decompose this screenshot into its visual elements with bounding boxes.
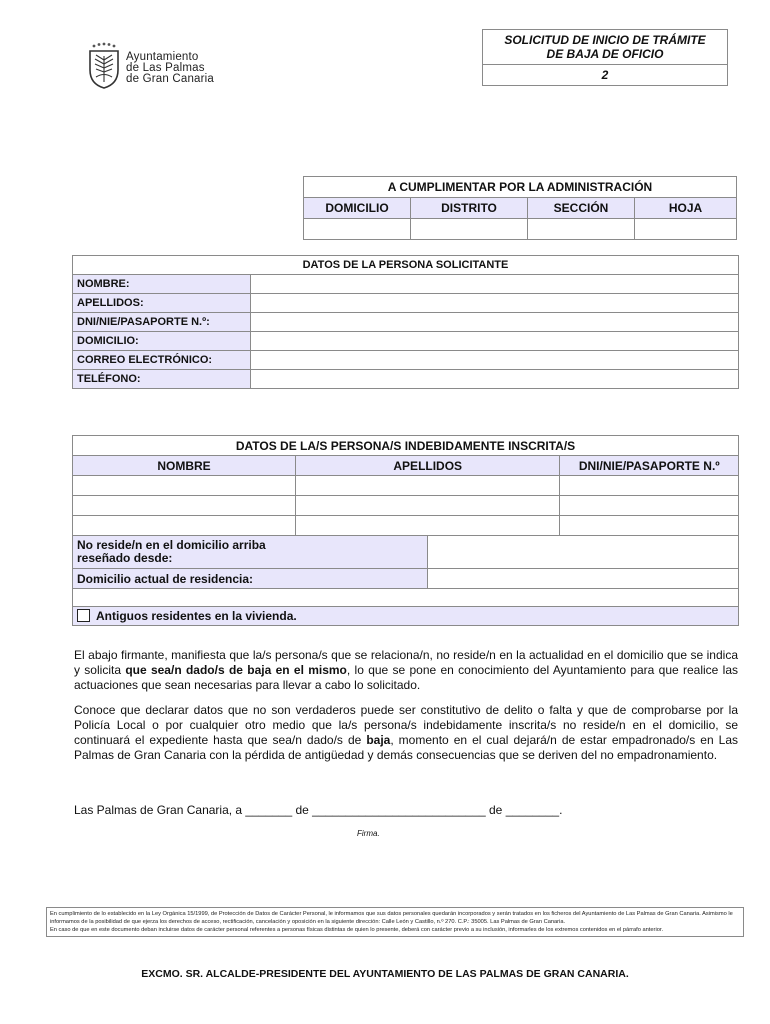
label-no-reside [73, 536, 428, 569]
col-apellidos: APELLIDOS [296, 456, 560, 476]
dni-field[interactable] [251, 313, 739, 332]
warning-paragraph [74, 703, 738, 763]
inscrita-3-dni[interactable] [560, 516, 739, 536]
apellidos-field[interactable] [251, 294, 739, 313]
inscrita-2-apellidos[interactable] [296, 496, 560, 516]
admin-col-hoja: HOJA [635, 198, 737, 219]
admin-distrito-field[interactable] [411, 219, 528, 240]
addressee: EXCMO. SR. ALCALDE-PRESIDENTE DEL AYUNTAMIENTO DE LAS PALMAS DE GRAN CANARIA. [141, 968, 629, 980]
declaration-text-2: , lo que se pone en conocimiento del Ayuntamiento para que realice las actuaciones que sean necesarias para llevar a cabo lo solicitado. [74, 663, 738, 692]
declaration-text-1: El abajo firmante, manifiesta que la/s persona/s que se relaciona/n, no reside/n en la actualidad en el domicilio que se indica y solicita [74, 648, 738, 677]
data-protection-notice [46, 907, 744, 937]
municipal-logo [86, 42, 246, 92]
col-dni: DNI/NIE/PASAPORTE N.º [560, 456, 739, 476]
antiguos-residentes-label: Antiguos residentes en la vivienda. [96, 609, 297, 623]
antiguos-residentes-row [73, 607, 739, 626]
form-title-box [482, 29, 728, 86]
domicilio-field[interactable] [251, 332, 739, 351]
warning-text-2: , momento en el cual dejará/n de estar empadronado/s en Las Palmas de Gran Canaria con la pérdida de antigüedad y demás consecuencias que se deriven del no empadronamiento. [74, 733, 738, 762]
label-domicilio-actual: Domicilio actual de residencia: [73, 569, 428, 589]
coat-of-arms-icon [86, 42, 122, 90]
admin-col-domicilio: DOMICILIO [304, 198, 411, 219]
correo-field[interactable] [251, 351, 739, 370]
telefono-field[interactable] [251, 370, 739, 389]
logo-line-2: de Las Palmas [126, 62, 205, 74]
signature-label: Firma. [357, 829, 380, 838]
legal-text-1: En cumplimiento de lo establecido en la Ley Orgánica 15/1999, de Protección de Datos de Carácter Personal, le informamos que sus datos personales quedarán incorporados y serán tratados en los ficheros del Ayuntamiento de Las Palmas de Gran Canaria. Asimismo le informamos de la posibilidad de que ejerza los derechos de acceso, rectificación, cancelación y oposición en la siguiente dirección: Calle León y Castillo, n.º 270. C.P.: 35005. Las Palmas de Gran Canaria. [50, 911, 733, 925]
inscrita-2-dni[interactable] [560, 496, 739, 516]
form-number: 2 [483, 65, 728, 86]
legal-text-2: En caso de que en este documento deban incluirse datos de carácter personal referentes a personas físicas distintas de quien lo presente, deberá con carácter previo a su inclusión, informarles de los extremos contenidos en el párrafo anterior. [50, 927, 664, 933]
inscrita-1-dni[interactable] [560, 476, 739, 496]
date-line: Las Palmas de Gran Canaria, a _______ de __________________________ de ________. [74, 803, 563, 817]
inscritas-title: DATOS DE LA/S PERSONA/S INDEBIDAMENTE INSCRITA/S [73, 436, 739, 456]
label-apellidos: APELLIDOS: [73, 294, 251, 313]
label-dni: DNI/NIE/PASAPORTE N.º: [73, 313, 251, 332]
inscritas-table [72, 435, 739, 626]
domicilio-actual-extra-field[interactable] [73, 589, 739, 607]
admin-table-title: A CUMPLIMENTAR POR LA ADMINISTRACIÓN [304, 177, 737, 198]
admin-hoja-field[interactable] [635, 219, 737, 240]
label-correo: CORREO ELECTRÓNICO: [73, 351, 251, 370]
admin-table [303, 176, 737, 240]
inscrita-3-apellidos[interactable] [296, 516, 560, 536]
label-telefono: TELÉFONO: [73, 370, 251, 389]
domicilio-actual-field[interactable] [428, 569, 739, 589]
label-nombre: NOMBRE: [73, 275, 251, 294]
logo-line-3: de Gran Canaria [126, 73, 215, 85]
col-nombre: NOMBRE [73, 456, 296, 476]
declaration-text-bold: que sea/n dado/s de baja en el mismo [125, 663, 347, 677]
admin-col-distrito: DISTRITO [411, 198, 528, 219]
label-no-reside-line-2: reseñado desde: [77, 551, 173, 565]
no-reside-field[interactable] [428, 536, 739, 569]
logo-line-1: Ayuntamiento [126, 51, 199, 63]
inscrita-1-apellidos[interactable] [296, 476, 560, 496]
admin-domicilio-field[interactable] [304, 219, 411, 240]
admin-col-seccion: SECCIÓN [528, 198, 635, 219]
solicitante-title: DATOS DE LA PERSONA SOLICITANTE [73, 256, 739, 275]
form-title-line-2: DE BAJA DE OFICIO [546, 47, 664, 61]
form-title-line-1: SOLICITUD DE INICIO DE TRÁMITE [504, 33, 706, 47]
solicitante-table [72, 255, 739, 389]
inscrita-3-nombre[interactable] [73, 516, 296, 536]
warning-text-1: Conoce que declarar datos que no son verdaderos puede ser constitutivo de delito o falta y que de comprobarse por la Policía Local o por cualquier otro medio que la/s persona/s indebidamente inscrita/s no reside/n en el domicilio, se continuará el expediente hasta que sea/n dado/s de [74, 703, 738, 747]
inscrita-2-nombre[interactable] [73, 496, 296, 516]
nombre-field[interactable] [251, 275, 739, 294]
declaration-paragraph [74, 648, 738, 693]
antiguos-residentes-checkbox[interactable] [77, 609, 90, 622]
admin-seccion-field[interactable] [528, 219, 635, 240]
label-no-reside-line-1: No reside/n en el domicilio arriba [77, 538, 266, 552]
inscrita-1-nombre[interactable] [73, 476, 296, 496]
warning-text-bold: baja [366, 733, 391, 747]
label-domicilio: DOMICILIO: [73, 332, 251, 351]
